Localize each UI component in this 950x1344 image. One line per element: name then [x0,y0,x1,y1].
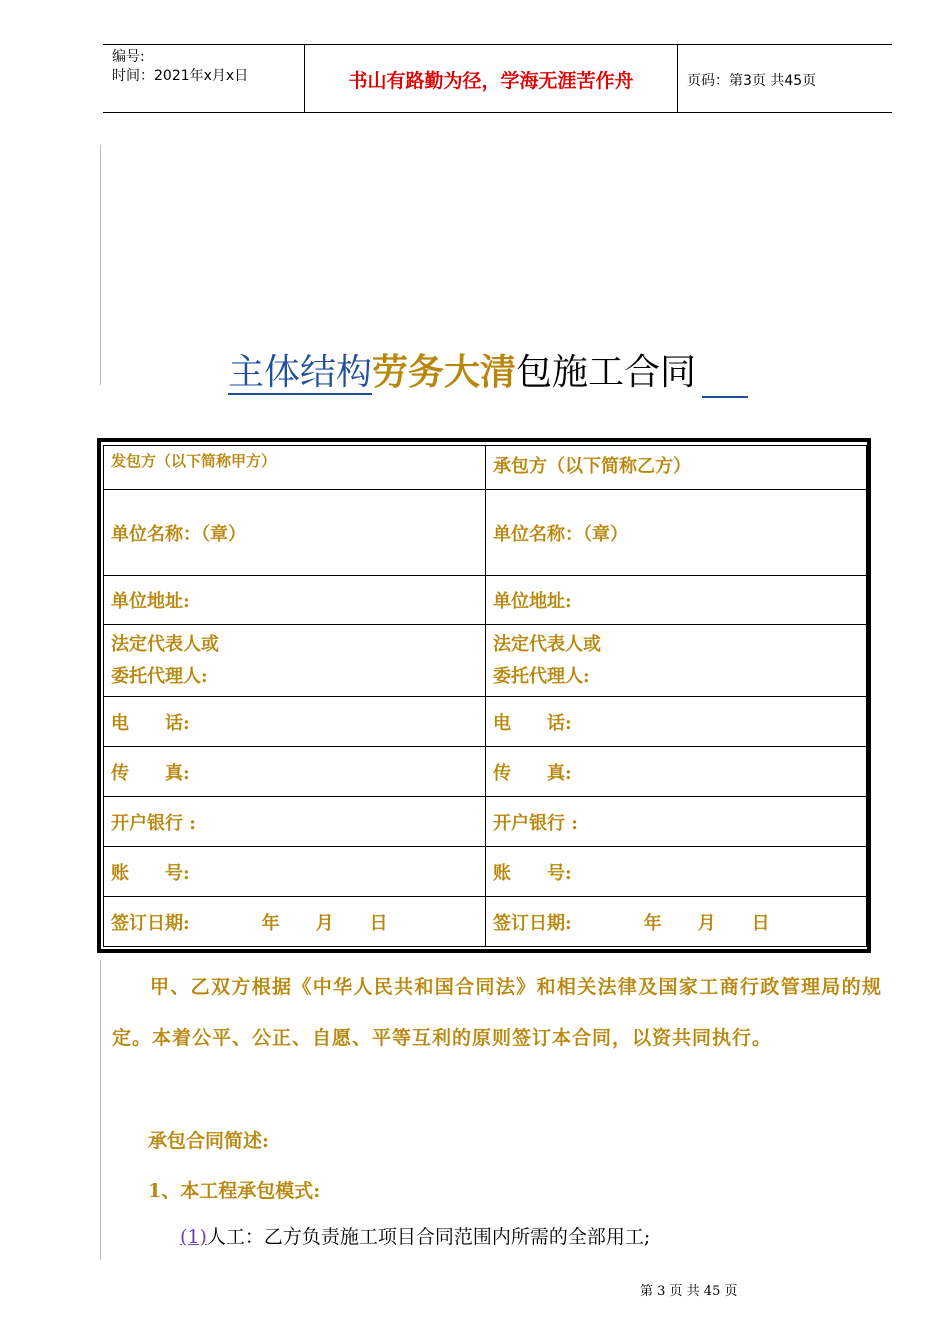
client-header: 发包方（以下简称甲方） [104,446,486,490]
client-sign-date: 签订日期: 年 月 日 [104,897,486,947]
client-phone: 电 话: [104,697,486,747]
contractor-phone: 电 话: [486,697,867,747]
intro-paragraph: 甲、乙双方根据《中华人民共和国合同法》和相关法律及国家工商行政管理局的规定。本着公平、公正、自愿、平等互利的原则签订本合同，以资共同执行。 [112,976,882,1049]
time-label: 时间：2021年x月x日 [112,68,249,84]
item1-heading: 1、本工程承包模式: [148,1180,321,1202]
header-divider [677,44,678,113]
table-row [104,747,867,797]
contractor-unit-name: 单位名称：（章） [486,490,867,576]
title-part3: 包施工合同 [516,352,697,393]
contractor-address: 单位地址: [486,576,867,625]
table-row [104,490,867,576]
client-unit-name: 单位名称：（章） [104,490,486,576]
header-bottom-rule [103,112,892,113]
title-part2: 劳务大清 [372,351,517,393]
table-row [104,897,867,947]
contractor-rep-line1: 法定代表人或 [493,633,601,655]
table-row [104,625,867,697]
table-row [104,697,867,747]
table-row [104,446,867,490]
table-row [104,797,867,847]
table-row [104,576,867,625]
contractor-header: 承包方（以下简称乙方） [486,446,867,490]
client-representative [104,625,486,697]
contractor-bank: 开户银行 : [486,797,867,847]
title-part1: 主体结构 [228,352,373,393]
client-bank: 开户银行 : [104,797,486,847]
item1-1 [180,1222,650,1249]
document-title [228,348,748,398]
contractor-rep-line2: 委托代理人: [493,665,590,687]
contractor-fax: 传 真: [486,747,867,797]
header-motto: 书山有路勤为径，学海无涯苦作舟 [348,70,634,92]
contractor-sign-date: 签订日期: 年 月 日 [486,897,867,947]
page-footer: 第 3 页 共 45 页 [640,1284,738,1299]
item1-1-text: 人工：乙方负责施工项目合同范围内所需的全部用工; [206,1226,651,1248]
margin-guide [100,145,101,385]
number-label: 编号: [112,49,145,65]
table-row [104,847,867,897]
contractor-account: 账 号: [486,847,867,897]
header-page-code: 页码：第3页 共45页 [687,73,817,89]
header-divider [304,44,305,113]
client-fax: 传 真: [104,747,486,797]
client-account: 账 号: [104,847,486,897]
parties-table [103,445,867,947]
header-top-rule [103,44,892,45]
header-meta [112,48,248,86]
client-rep-line2: 委托代理人: [111,665,208,687]
summary-heading: 承包合同简述: [148,1130,270,1152]
client-address: 单位地址: [104,576,486,625]
item1-1-number[interactable]: (1) [180,1226,207,1248]
contractor-representative [486,625,867,697]
title-blank [702,360,748,398]
margin-guide [100,960,101,1260]
client-rep-line1: 法定代表人或 [111,633,219,655]
